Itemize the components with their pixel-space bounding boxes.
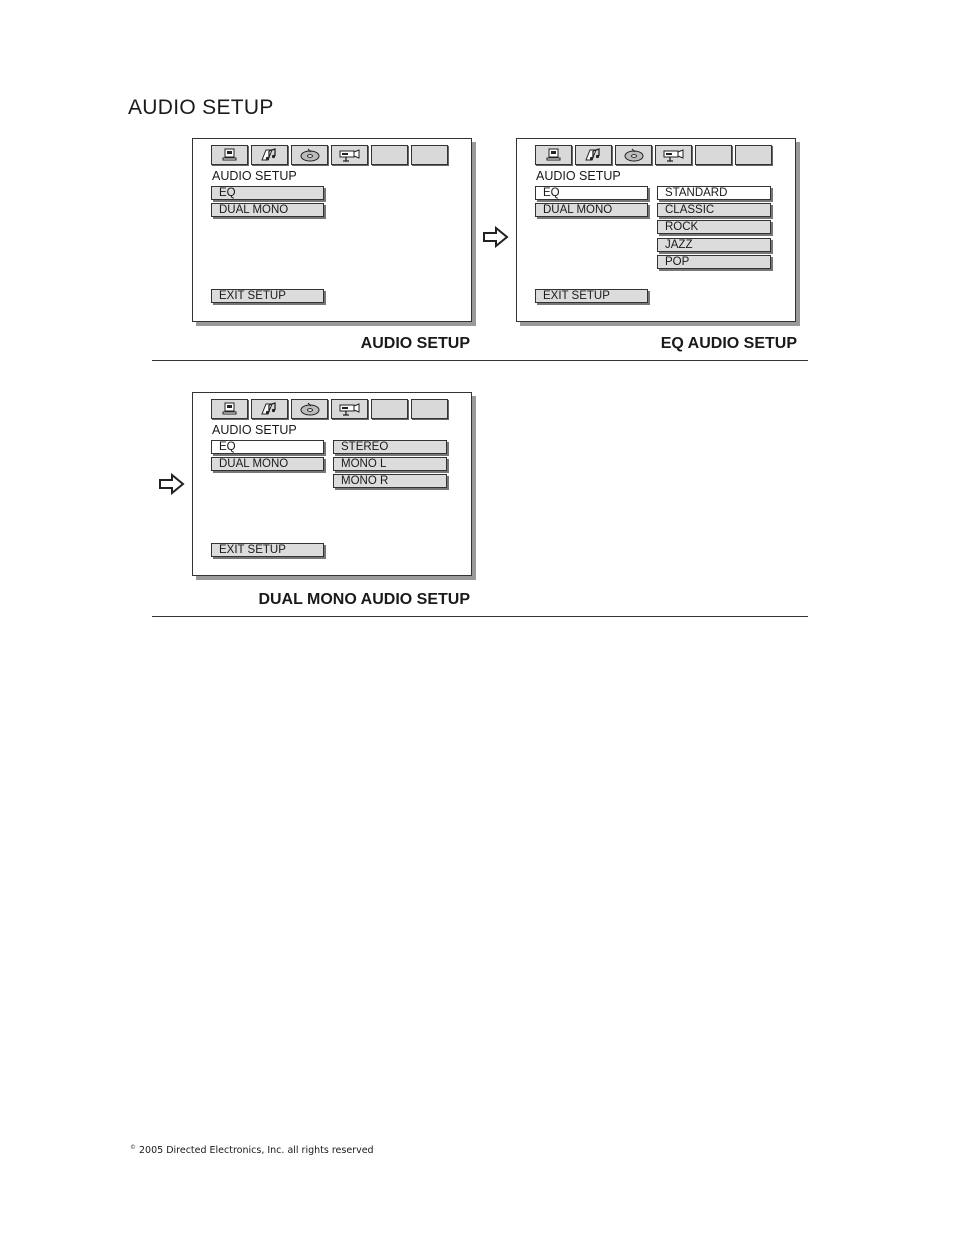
section-divider	[152, 360, 808, 361]
eq-option-standard[interactable]: STANDARD	[657, 186, 771, 200]
tab-general[interactable]	[211, 399, 248, 419]
audio-setup-screen	[192, 138, 472, 322]
tab-general[interactable]	[211, 145, 248, 165]
monitor-icon	[222, 402, 238, 416]
tab-video[interactable]	[655, 145, 692, 165]
tab-empty-2[interactable]	[411, 145, 448, 165]
menu-item-eq[interactable]: EQ	[535, 186, 648, 200]
video-camera-icon	[338, 148, 362, 163]
tab-empty-1[interactable]	[371, 145, 408, 165]
dual-mono-option-stereo[interactable]: STEREO	[333, 440, 447, 454]
menu-item-dual-mono[interactable]: DUAL MONO	[535, 203, 648, 217]
right-arrow-icon	[482, 226, 510, 248]
copyright-symbol: ©	[130, 1144, 136, 1151]
disc-icon	[299, 402, 321, 416]
exit-setup-button[interactable]: EXIT SETUP	[211, 543, 324, 557]
video-camera-icon	[338, 402, 362, 417]
video-camera-icon	[662, 148, 686, 163]
setup-tab-bar	[211, 399, 451, 418]
menu-item-eq[interactable]: EQ	[211, 186, 324, 200]
setup-tab-bar	[211, 145, 451, 164]
speaker-note-icon	[583, 148, 605, 162]
section-divider	[152, 616, 808, 617]
tab-disc[interactable]	[615, 145, 652, 165]
tab-empty-2[interactable]	[411, 399, 448, 419]
tab-empty-1[interactable]	[695, 145, 732, 165]
disc-icon	[623, 148, 645, 162]
tab-disc[interactable]	[291, 399, 328, 419]
tab-general[interactable]	[535, 145, 572, 165]
tab-audio[interactable]	[251, 399, 288, 419]
copyright-footer	[130, 1144, 374, 1156]
dual-mono-option-mono-r[interactable]: MONO R	[333, 474, 447, 488]
menu-item-eq[interactable]: EQ	[211, 440, 324, 454]
speaker-note-icon	[259, 402, 281, 416]
figure-caption: AUDIO SETUP	[360, 335, 470, 352]
exit-setup-button[interactable]: EXIT SETUP	[535, 289, 648, 303]
figure-caption: EQ AUDIO SETUP	[660, 335, 797, 352]
copyright-text: 2005 Directed Electronics, Inc. all rights reserved	[139, 1145, 374, 1156]
setup-tab-bar	[535, 145, 775, 164]
monitor-icon	[546, 148, 562, 162]
monitor-icon	[222, 148, 238, 162]
tab-video[interactable]	[331, 145, 368, 165]
menu-item-dual-mono[interactable]: DUAL MONO	[211, 203, 324, 217]
exit-setup-button[interactable]: EXIT SETUP	[211, 289, 324, 303]
tab-disc[interactable]	[291, 145, 328, 165]
figure-caption: DUAL MONO AUDIO SETUP	[258, 591, 470, 608]
eq-option-jazz[interactable]: JAZZ	[657, 238, 771, 252]
tab-audio[interactable]	[575, 145, 612, 165]
tab-empty-1[interactable]	[371, 399, 408, 419]
menu-item-dual-mono[interactable]: DUAL MONO	[211, 457, 324, 471]
speaker-note-icon	[259, 148, 281, 162]
right-arrow-icon	[158, 473, 186, 495]
menu-title: AUDIO SETUP	[212, 423, 297, 437]
dual-mono-audio-setup-screen	[192, 392, 472, 576]
tab-audio[interactable]	[251, 145, 288, 165]
page-title: AUDIO SETUP	[128, 96, 274, 119]
eq-option-pop[interactable]: POP	[657, 255, 771, 269]
eq-option-rock[interactable]: ROCK	[657, 220, 771, 234]
tab-empty-2[interactable]	[735, 145, 772, 165]
eq-option-classic[interactable]: CLASSIC	[657, 203, 771, 217]
tab-video[interactable]	[331, 399, 368, 419]
dual-mono-option-mono-l[interactable]: MONO L	[333, 457, 447, 471]
disc-icon	[299, 148, 321, 162]
eq-audio-setup-screen	[516, 138, 796, 322]
menu-title: AUDIO SETUP	[536, 169, 621, 183]
menu-title: AUDIO SETUP	[212, 169, 297, 183]
